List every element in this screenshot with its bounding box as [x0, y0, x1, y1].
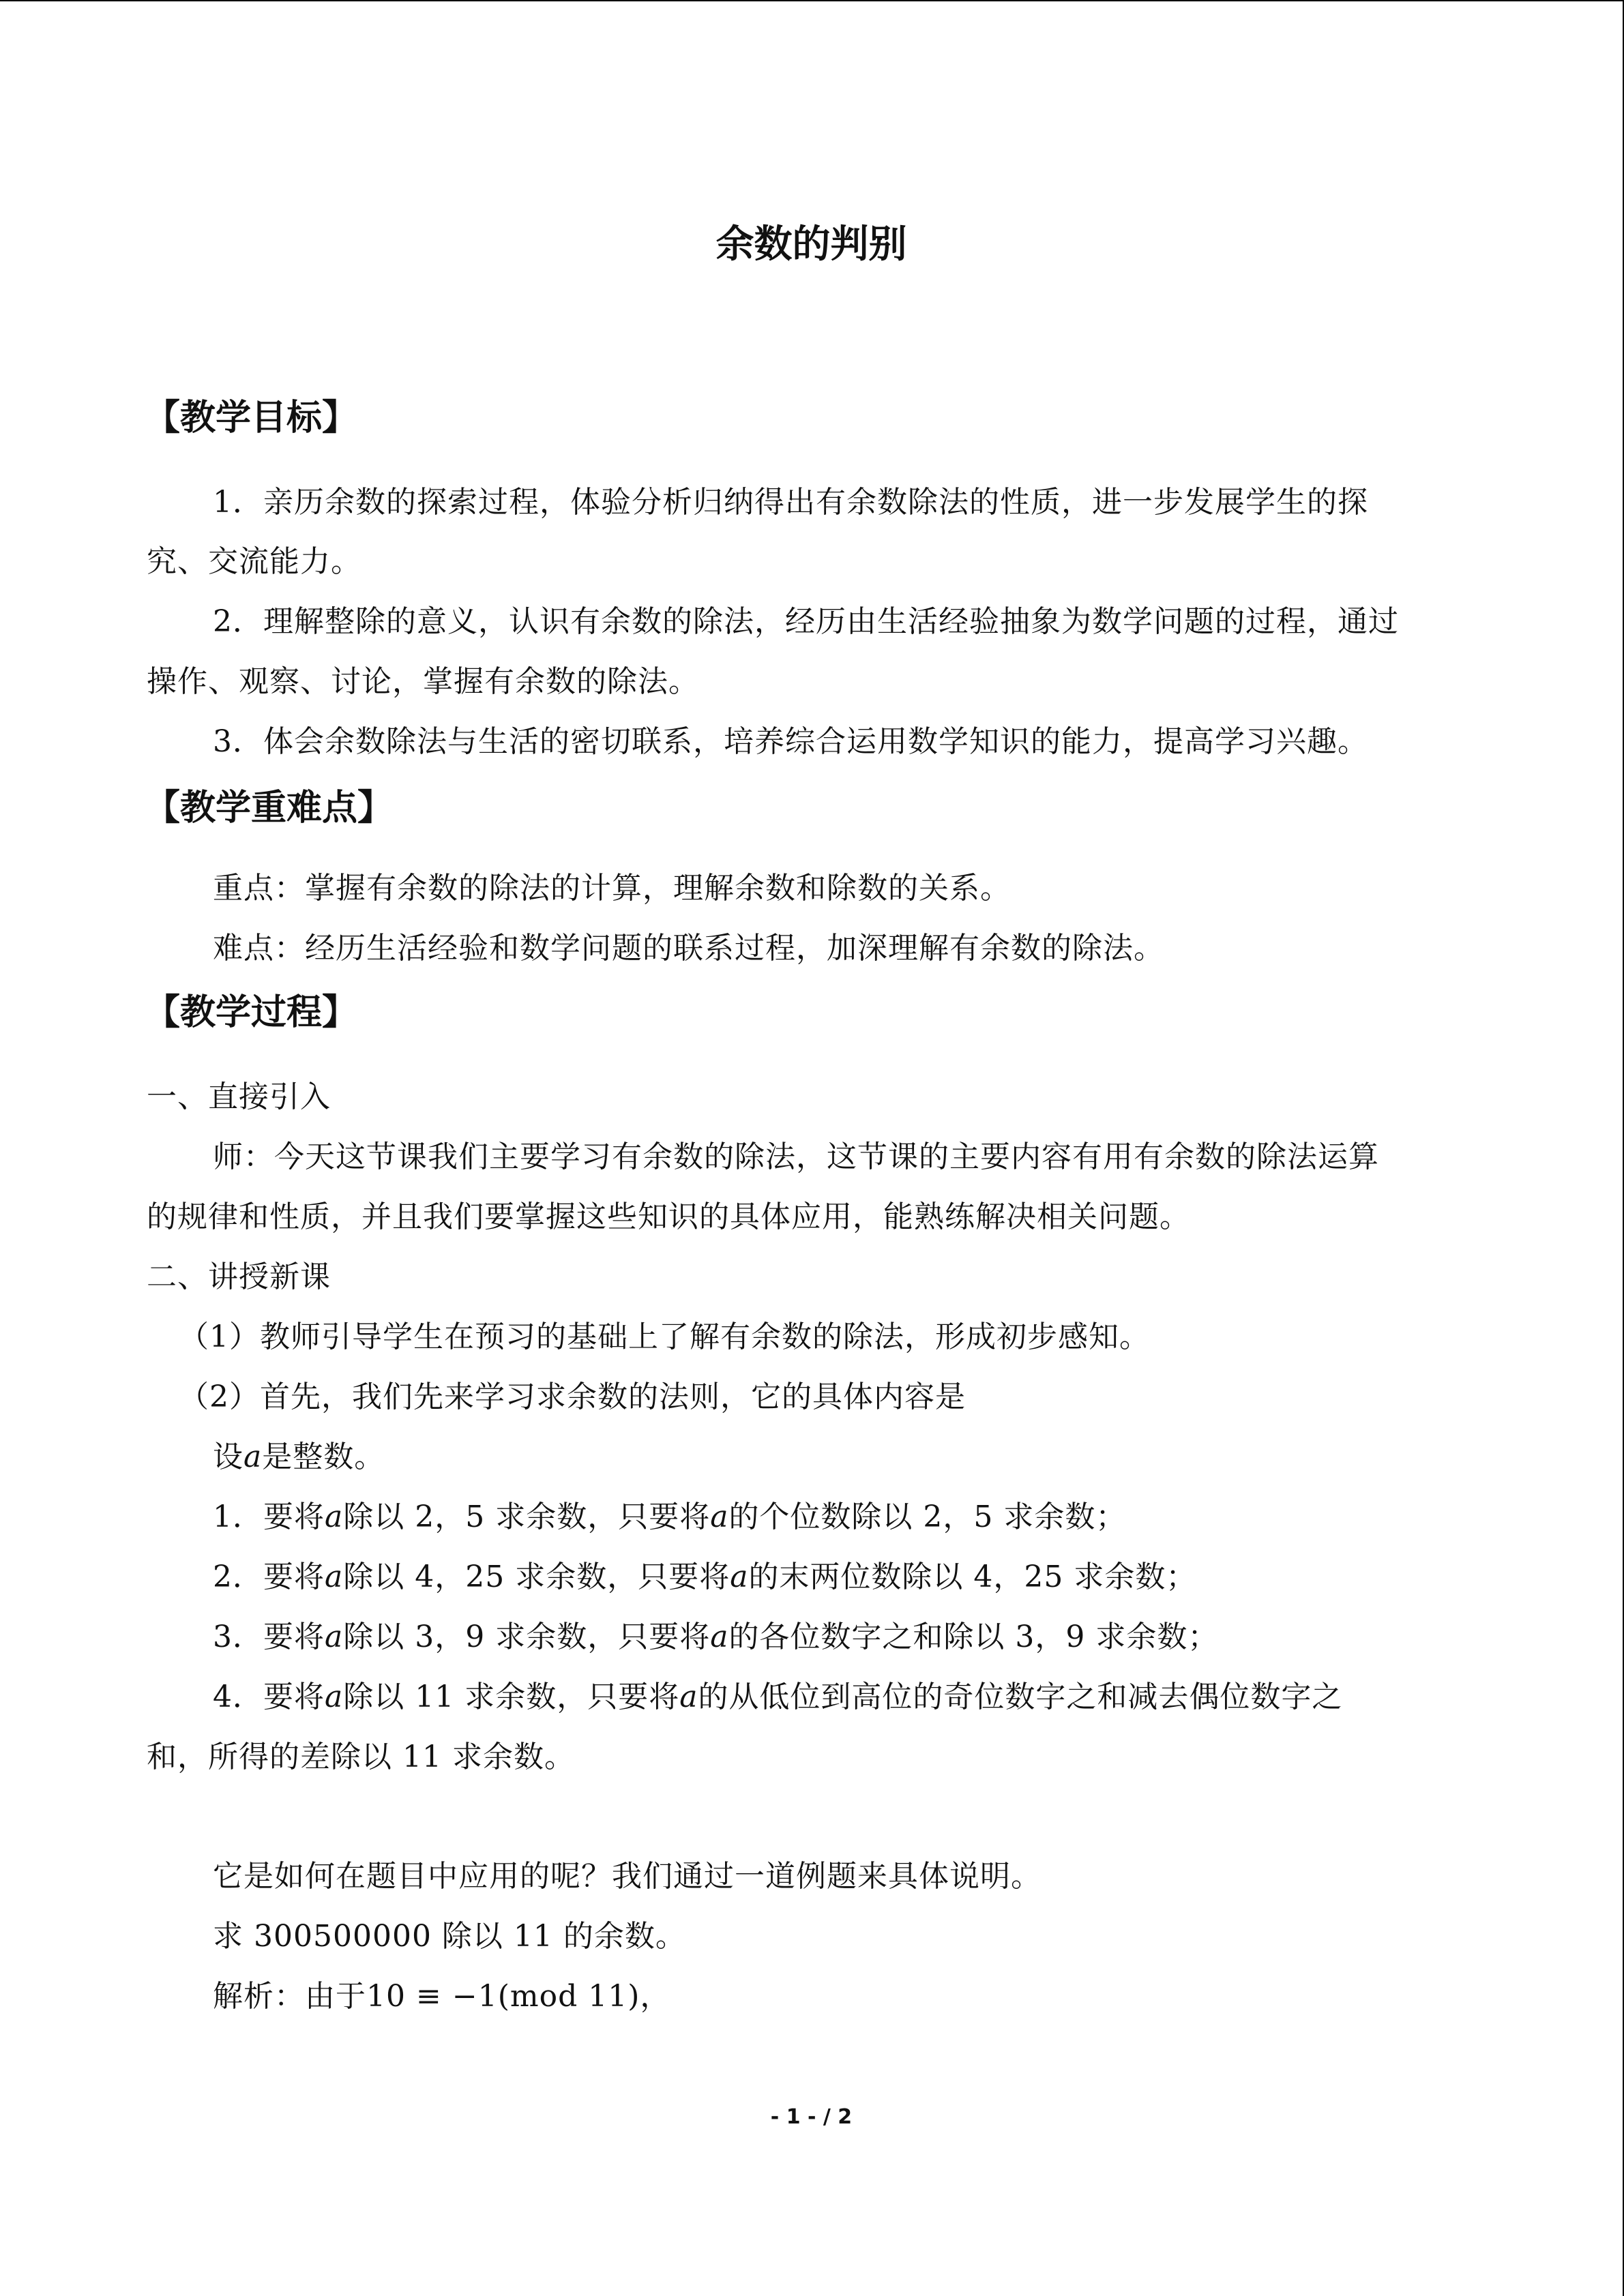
part-1-line-1: 师：今天这节课我们主要学习有余数的除法，这节课的主要内容有用有余数的除法运算 — [213, 1139, 1379, 1174]
rule-3-middle: 除以 3，9 求余数，只要将 — [343, 1620, 711, 1654]
key-point: 重点：掌握有余数的除法的计算，理解余数和除数的关系。 — [213, 871, 1011, 906]
rule-3-suffix: 的各位数字之和除以 3，9 求余数； — [728, 1620, 1219, 1654]
part-2-title: 二、讲授新课 — [147, 1259, 331, 1294]
step-1: （1）教师引导学生在预习的基础上了解有余数的除法，形成初步感知。 — [179, 1320, 1150, 1354]
variable-a: a — [710, 1500, 729, 1534]
rule-4-suffix: 的从低位到高位的奇位数字之和减去偶位数字之 — [698, 1680, 1343, 1714]
rule-1-suffix: 的个位数除以 2，5 求余数； — [728, 1500, 1127, 1534]
goal-2-line-2: 操作、观察、讨论，掌握有余数的除法。 — [147, 664, 699, 699]
goal-3: 3．体会余数除法与生活的密切联系，培养综合运用数学知识的能力，提高学习兴趣。 — [213, 724, 1368, 759]
rule-2-prefix: 2．要将 — [213, 1560, 325, 1594]
goal-1-line-1: 1．亲历余数的探索过程，体验分析归纳得出有余数除法的性质，进一步发展学生的探 — [213, 485, 1368, 520]
rule-2 — [213, 1552, 1196, 1596]
rule-3 — [213, 1612, 1218, 1656]
variable-a: a — [730, 1560, 749, 1594]
let-a-statement — [213, 1432, 385, 1476]
page-number: - 1 - / 2 — [770, 2105, 853, 2129]
variable-a: a — [710, 1620, 729, 1654]
variable-a: a — [325, 1620, 344, 1654]
section-heading-key-points: 【教学重难点】 — [145, 788, 394, 829]
rule-1-prefix: 1．要将 — [213, 1500, 325, 1534]
rule-2-middle: 除以 4，25 求余数，只要将 — [343, 1560, 730, 1594]
goal-1-line-2: 究、交流能力。 — [147, 544, 361, 579]
rule-3-prefix: 3．要将 — [213, 1620, 325, 1654]
goal-2-line-1: 2．理解整除的意义，认识有余数的除法，经历由生活经验抽象为数学问题的过程，通过 — [213, 604, 1399, 639]
section-heading-process: 【教学过程】 — [145, 992, 358, 1033]
rule-4-line-1 — [213, 1672, 1342, 1716]
rule-1-middle: 除以 2，5 求余数，只要将 — [343, 1500, 711, 1534]
section-heading-goals: 【教学目标】 — [145, 398, 358, 438]
application-intro: 它是如何在题目中应用的呢？我们通过一道例题来具体说明。 — [213, 1859, 1042, 1894]
variable-a: a — [243, 1440, 263, 1474]
rule-4-middle: 除以 11 求余数，只要将 — [343, 1680, 680, 1714]
variable-a: a — [325, 1680, 344, 1714]
variable-a: a — [325, 1500, 344, 1534]
variable-a: a — [325, 1560, 344, 1594]
variable-a: a — [679, 1680, 698, 1714]
rule-1 — [213, 1492, 1126, 1536]
let-a-prefix: 设 — [213, 1440, 243, 1474]
example-problem: 求 300500000 除以 11 的余数。 — [213, 1919, 686, 1954]
analysis-line: 解析：由于10 ≡ −1(mod 11)， — [213, 1979, 671, 2014]
part-1-title: 一、直接引入 — [147, 1079, 331, 1114]
page-title: 余数的判别 — [715, 222, 907, 267]
step-2: （2）首先，我们先来学习求余数的法则，它的具体内容是 — [179, 1380, 966, 1414]
rule-4-line-2: 和，所得的差除以 11 求余数。 — [147, 1740, 575, 1774]
rule-4-prefix: 4．要将 — [213, 1680, 325, 1714]
part-1-line-2: 的规律和性质，并且我们要掌握这些知识的具体应用，能熟练解决相关问题。 — [147, 1199, 1190, 1234]
let-a-suffix: 是整数。 — [262, 1440, 385, 1474]
rule-2-suffix: 的末两位数除以 4，25 求余数； — [748, 1560, 1197, 1594]
difficult-point: 难点：经历生活经验和数学问题的联系过程，加深理解有余数的除法。 — [213, 931, 1164, 966]
